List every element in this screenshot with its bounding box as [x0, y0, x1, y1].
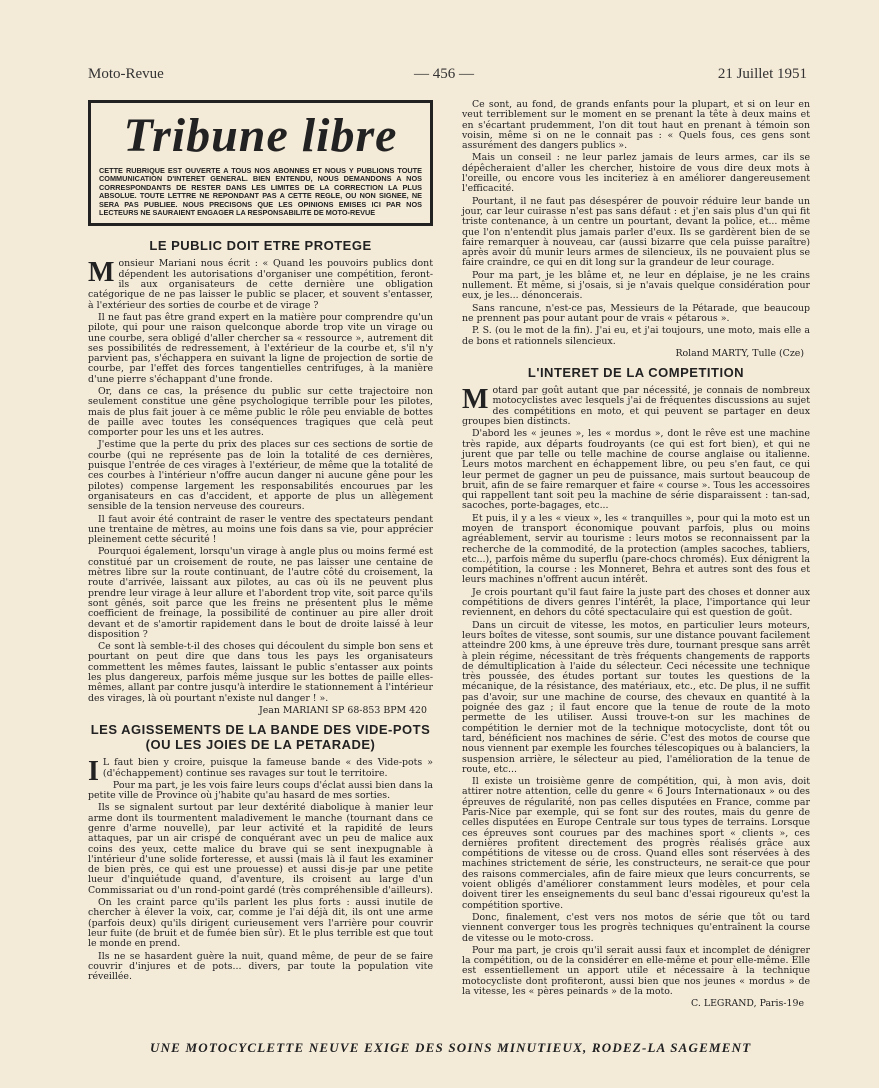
article2-paragraph: Mais un conseil : ne leur parlez jamais de leurs armes, car ils se dépêcheraient d'aller les chercher, histoire de vous dire deux mots à l'oreille, ou encore vous les inciteriez à en améliorer dangereusement l'efficacité. — [462, 152, 810, 195]
article2-paragraph: Pour ma part, je les blâme et, ne leur en déplaise, je ne les crains nullement. Et même, si j'osais, si je n'avais quelque considération pour eux, je les... dénoncerais. — [462, 269, 810, 302]
article3-signature: C. LEGRAND, Paris-19e — [691, 998, 804, 1010]
article2-paragraph: Pourtant, il ne faut pas désespérer de pouvoir réduire leur bande un jour, car leur cuirasse n'est pas sans défaut : et j'en sais plus d'un qui fit triste contenance, à un centre un pourtant, devant la police, et... même que l'on n'entendit plus jamais parler d'eux. Ils se gardèrent bien de se faire remarquer à nouveau, car (aussi bizarre que cela puisse paraître) après avoir dû munir leurs armes de silencieux, ils ne pouvaient plus se faire craindre, ce qui en dit long sur la grandeur de leur courage. — [462, 195, 810, 269]
article2-body — [88, 758, 433, 982]
tribune-title: Tribune libre — [123, 109, 398, 162]
article2-paragraph: Pour ma part, je les vois faire leurs coups d'éclat aussi bien dans la petite ville de Province où j'habite qu'au hasard de mes sorties. — [88, 779, 433, 802]
page-number: — 456 — — [414, 66, 474, 82]
article3-paragraph: Il existe un troisième genre de compétition, qui, à mon avis, doit attirer notre attention, celle du genre « 6 Jours Internationaux » ou des épreuves de régularité, non pas celles disputées en France, comme par Paris-Nice par exemple, qui se font sur des routes, mais du genre de celles disputées en Europe Centrale sur tous types de terrains. Lorsque ces épreuves sont courues par des machines sport « clients », ces dernières profitent directement des progrès réalisés grâce aux compétitions de vitesse ou de cross. Quand elles sont réservées à des machines strictement de série, les constructeurs, ne serait-ce que pour des raisons commerciales, afin de faire mieux que leurs concurrents, se voient obligés d'améliorer constamment leurs modèles, et pour cela doivent tirer les enseignements du seul banc d'essai rigoureux qu'est la compétition sportive. — [462, 776, 810, 911]
article2-signature: Roland MARTY, Tulle (Cze) — [675, 347, 804, 359]
issue-date: 21 Juillet 1951 — [717, 66, 807, 82]
page-header — [88, 64, 807, 88]
article1-body — [88, 259, 433, 716]
article3-paragraph: D'abord les « jeunes », les « mordus », dont le rêve est une machine très rapide, aux départs foudroyants (ce qui est fort bien), et qui ne jurent que par telle ou telle machine de course anglaise ou italienne. Leurs motos marchent en échappement libre, ou peu s'en faut, ce qui leur permet de gagner un peu de puissance, mais surtout beaucoup de bruit, afin de se faire remarquer et faire « course ». Tous les accessoires qui rappellent tant soit peu la machine de série disparaissent : tan-sad, sacoches, porte-bagages, etc... — [462, 428, 810, 512]
article1-paragraph: onsieur Mariani nous écrit : « Quand les pouvoirs publics dont dépendent les autorisations d'organiser une compétition, feront-ils aux organisateurs de cette dernière une obligation catégorique de ne pas laisser le public se placer, et souvent s'entasser, à l'extérieur des sorties de courbe et de virage ? — [88, 258, 433, 311]
article2-paragraph: P. S. (ou le mot de la fin). J'ai eu, et j'ai toujours, une moto, mais elle a de bons et rationnels silencieux. — [462, 325, 810, 347]
article1-title: LE PUBLIC DOIT ETRE PROTEGE — [149, 238, 372, 254]
article3-body — [462, 386, 810, 1010]
article2-paragraph: L faut bien y croire, puisque la fameuse bande « des Vide-pots » (d'échappement) continue ses ravages sur tout le territoire. — [102, 757, 433, 779]
article1-paragraph: Il ne faut pas être grand expert en la matière pour comprendre qu'un pilote, qui pour une raison quelconque aborde trop vite un virage ou une courbe, sera obligé d'aller chercher sa « ressource », autrement dit ses possibilités de redressement, à l'extérieur de la courbe et, s'il n'y parvient pas, s'échappera en suivant la ligne de projection de sortie de courbe, par l'effet des forces tangentielles centrifuges, à la manière d'une pierre s'échappant d'une fronde. — [88, 311, 433, 385]
article1-paragraph: J'estime que la perte du prix des places sur ces sections de sortie de courbe (qui ne représente pas de loin la totalité de ces dernières, puisque l'entrée de ces virages à l'extérieur, de même que la totalité de ces courbes à l'intérieur n'offre aucun danger ni aucune gêne pour les pilotes) compense largement les responsabilités encourues par les organisateurs en cas d'accident, et apporte de plus un allègement sensible de la tension nerveuse des coureurs. — [88, 439, 433, 513]
article2-title: LES AGISSEMENTS DE LA BANDE DES VIDE-POTS (OU LES JOIES DE LA PETARADE) — [90, 722, 431, 753]
article1-paragraph: Or, dans ce cas, la présence du public sur cette trajectoire non seulement constitue une gêne psychologique terrible pour les pilotes, mais de plus fait jouer à ce même public le rôle peu enviable de bottes de paille avec toutes les conséquences tragiques que celà peut comporter pour les uns et les autres. — [88, 386, 433, 439]
right-column — [462, 100, 810, 1016]
magazine-name: Moto-Revue — [88, 66, 164, 82]
article3-paragraph: Je crois pourtant qu'il faut faire la juste part des choses et donner aux compétitions de divers genres l'intérêt, la place, l'importance qui leur reviennent, en dehors du côté spectaculaire qui est question de goût. — [462, 586, 810, 619]
footer-slogan: UNE MOTOCYCLETTE NEUVE EXIGE DES SOINS MINUTIEUX, RODEZ-LA SAGEMENT — [150, 1040, 752, 1055]
article2-paragraph: Ils se signalent surtout par leur dextérité diabolique à manier leur arme dont ils tourmentent maladivement le manche (tournant dans ce genre d'arme nouvelle), par leur activité et la rapidité de leurs attaques, par un air crispé de conquérant avec un peu de malice aux coins des yeux, cette malice du brave qui se sent inexpugnable à l'intérieur d'une solide forteresse, et aussi (mais là il faut les examiner de bien près, ce qui est une prouesse) et aussi dis-je par une petite lueur d'inquiétude quand, d'aventure, ils croisent au large d'un Commissariat ou d'un rond-point gardé (très compréhensible d'ailleurs). — [88, 802, 433, 896]
article3-paragraph: otard par goût autant que par nécessité, je connais de nombreux motocyclistes avec lesquels j'ai de fréquentes discussions au sujet des compétitions en moto, et qui peuvent se partager en deux groupes bien distincts. — [462, 385, 810, 428]
article2-paragraph: Ils ne se hasardent guère la nuit, quand même, de peur de se faire couvrir d'injures et de pots... divers, par toute la population vite réveillée. — [88, 950, 433, 983]
article2-paragraph: Ce sont, au fond, de grands enfants pour la plupart, et si on leur en veut terriblement sur le moment en se prenant la tête à deux mains et en s'écartant prudemment, l'on dit tout haut en prenant à témoin son voisin, même si on ne le connait pas : « Quels fous, ces gens sont assurément des dangers publics ». — [462, 99, 810, 152]
tribune-box — [88, 100, 433, 226]
tribune-notice: CETTE RUBRIQUE EST OUVERTE A TOUS NOS ABONNES ET NOUS Y PUBLIONS TOUTE COMMUNICATION D'INTERET GENERAL. BIEN ENTENDU, NOUS DEMANDONS A NOS CORRESPONDANTS DE RESTER DANS LES LIMITES DE LA CORRECTION LA PLUS ABSOLUE. TOUTE LETTRE NE REPONDANT PAS A CETTE REGLE, OU NON SIGNEE, NE SERA PAS PUBLIEE. NOUS PRECISONS QUE LES OPINIONS EMISES ICI PAR NOS LECTEURS NE SAURAIENT ENGAGER LA RESPONSABILITE DE MOTO-REVUE — [99, 166, 422, 218]
left-column — [88, 100, 433, 984]
article3-paragraph: Pour ma part, je crois qu'il serait aussi faux et incomplet de dénigrer la compétition, ou de la considérer en elle-même et pour elle-même. Elle est essentiellement un apport utile et nécessaire à la technique motocycliste dont profiteront, aussi bien que nos jeunes « mordus » de la vitesse, les « pères peinards » de la moto. — [462, 944, 810, 998]
article3-paragraph: Dans un circuit de vitesse, les motos, en particulier leurs moteurs, leurs boîtes de vitesse, sont soumis, sur une distance pouvant facilement atteindre 200 kms, à une épreuve très dure, tournant presque sans arrêt à plein régime, nécessitant de très fréquents changements de rapports de démultiplication à l'aide du sélecteur. Ceci nécessite une technique très poussée, des études portant sur toutes les questions de la mécanique, de la résistance, des matériaux, etc., etc. De plus, il ne suffit pas d'avoir, sur une machine de course, des chevaux en quantité à la poignée des gaz ; il faut encore que la tenue de route de la moto permette de les utiliser. Aussi trouve-t-on sur les machines de compétition le dernier mot de la technique motocycliste, dont tôt ou tard, bénéficient nos machines de série. C'est des motos de course que nous viennent par exemple les fourches télescopiques ou à balanciers, la suspension arrière, le sélecteur au pied, l'amélioration de la tenue de route, etc... — [462, 619, 810, 775]
article3-title: L'INTERET DE LA COMPETITION — [527, 365, 745, 381]
article3-paragraph: Et puis, il y a les « vieux », les « tranquilles », pour qui la moto est un moyen de transport économique pouvant parfois, plus ou moins agréablement, servir au tourisme : leurs motos se reconnaissent par la recherche de la commodité, de la protection (amples sacoches, tabliers, etc...), parfois même du superflu (pare-chocs chromés). Eux dénigrent la compétition, la course : les Monneret, Behra et autres sont des fous et leurs machines n'offrent aucun intérêt. — [462, 512, 810, 586]
article3-paragraph: Donc, finalement, c'est vers nos motos de série que tôt ou tard viennent converger tous les progrès techniques qu'entraînent la course de vitesse ou le moto-cross. — [462, 911, 810, 944]
article1-paragraph: Il faut avoir été contraint de raser le ventre des spectateurs pendant une trentaine de mètres, au moins une fois dans sa vie, pour apprécier pleinement cette sécurité ! — [88, 513, 433, 546]
article2-paragraph: Sans rancune, n'est-ce pas, Messieurs de la Pétarade, que beaucoup ne prennent pas pour autant pour de vrais « pétarous ». — [462, 302, 810, 324]
article2-paragraph: On les craint parce qu'ils parlent les plus forts : aussi inutile de chercher à élever la voix, car, comme je l'ai déjà dit, ils ont une arme (parfois deux) qu'ils dirigent curieusement vers l'arrière pour couvrir leur fuite (de bruit et de fumée bien sûr). Et le plus terrible est que tout le monde en prend. — [88, 897, 433, 950]
article2-continuation — [462, 100, 810, 359]
article1-paragraph: Pourquoi également, lorsqu'un virage à angle plus ou moins fermé est constitué par un croisement de route, ne pas laisser une centaine de mètres libre sur la route continuant, de l'autre côté du croisement, la route d'arrivée, laissant aux pilotes, au cas où ils ne peuvent plus prendre leur virage à leur allure et l'abordent trop vite, soit parce qu'ils sont gênés, soit parce que les freins ne présentent plus le même coefficient de freinage, la possibilité de continuer au pire aller droit devant et de s'amortir rapidement dans le bout de droite laissé à leur disposition ? — [88, 546, 433, 640]
article3-drop-cap: M — [462, 384, 489, 416]
article1-signature: Jean MARIANI SP 68-853 BPM 420 — [258, 704, 427, 716]
article2-drop-cap: I — [88, 756, 99, 788]
article1-paragraph: Ce sont là semble-t-il des choses qui découlent du simple bon sens et pourtant on peut dire que dans tous les pays les organisateurs commettent les mêmes fautes, laissant le public s'entasser aux points les plus dangereux, parfois même jusque sur les bottes de paille elles-mêmes, allant par contre jusqu'à interdire le stationnement à l'intérieur des virages, là où pourtant n'existe nul danger ! ». — [88, 641, 433, 704]
article1-drop-cap: M — [88, 257, 115, 289]
